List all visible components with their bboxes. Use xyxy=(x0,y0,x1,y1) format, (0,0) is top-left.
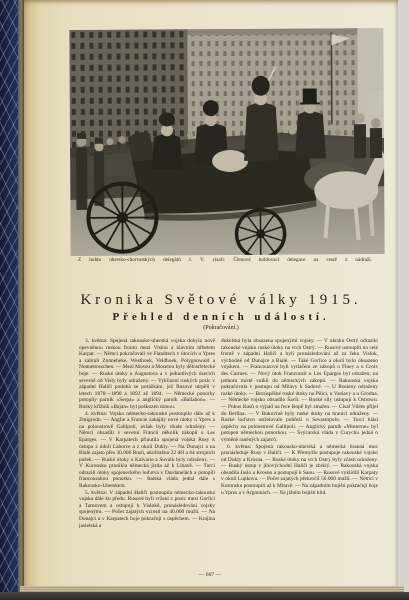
continuation-note: (Pokračování.) xyxy=(203,325,239,331)
entry-date: 5. května: xyxy=(85,489,108,496)
entry-text: V západní Haliči postoupila německo-rakouská vojska dále ku předu. Rusové byli vrženi z posic mezi Gorlicí a Tarnovem a ustupují k Vislokě, pronásledováni vojsky spojenými. — Počet zajatých vzrostl na 40.000 mužů. — Na Dunajci a v Karpatech boje pokračují s úspěchem. — Krajina jasielská a xyxy=(79,489,215,529)
article-title: Kronika Světové války 1915. xyxy=(80,292,362,308)
entry-paragraph xyxy=(79,490,215,530)
page-number: — 607 — xyxy=(198,572,222,578)
photograph xyxy=(69,28,384,256)
text-column-left xyxy=(79,338,215,562)
photo-image xyxy=(69,28,384,256)
entry-text: Spojená rakousko-uherská a německá branná moc pronásleduje Rusy v Haliči. — K Přemyšlu postupuje rakouské vojsko od Dukly a Krosna. — Ruské útoky na vrch Ostrý byly zčásti odraženy. — Ruský ústup v jihovýchodní Haliči je zbrklý. — Rakouská vojska obsadila Jaslo a Krosno a postupují k Sanu. — Rusové vyklidili Karpaty v okolí Lupkova. — Počet zajatých překročil 50.000 mužů. — Němci v Kuronsku postoupili až k Mitavě. — Na západním bojišti pokračují boje u Ypres a v Argonnách. — Na jižním bojišti klid. xyxy=(221,443,378,496)
entry-date: 3. května: xyxy=(85,338,108,344)
entry-text: dukelská byla obsazena spojenými vojsky. — V okrsku Ostrý odrazilo rakouské vojsko ruské útoky na vrch Ostrý. — Rusové ustoupili na celé frontě v západní Haliči a byli pronásledováni až za řeku Vislok, východně od Dunajce a Bialé. — Také Gorlice a okolí bylo obsazeno vojskem. — Francouzové byli vytlačeni ze zákopů u Fluey a u Croix des Carmes. — Nový útok Francouzů u Les Eparges byl odražen; na jednom místě vnikli do německých zákopů. — Rakouská vojska pokračovala v postupu od Milavy k Sadové. — U Rosieny odraženy ruské útoky. — Bezúspěšné ruské útoky na Pilici, u Varšavy a u Grodna. — Německé vojsko obsadilo Šavli. — Ruské síly ustupují k Ostrowu. — Pokus Rusů o výpad na řece Ropě byl zmařen. — Císař Vilém přijel do Berlína. — V Bukovině byly ruské útoky na hranici odraženy. — Ruské loďstvo ostřelovalo pobřeží u Sevastopolu. — Turci hlásí úspěchy na poloostrově Gallipoli. — Anglický parník »Minterne« byl potopen německou ponorkou. — Švýcarská vláda v Curychu jedná o výměně raněných zajatců. xyxy=(221,338,378,443)
entry-date: 4. května: xyxy=(85,410,108,417)
entry-paragraph xyxy=(79,411,215,490)
entry-paragraph-continued xyxy=(221,338,378,444)
entry-text: Spojená rakousko-uherská vojska dobyla nově opevněnou ruskou frontu mezi Vislou a hlavním hřbetem Karpat. — Němci pokračovali ve Flandrech v útocích u Ypres a zabrali Zonnebeke, Westhoek, Veldhoek, Polygonwald a Nonnebosschen. — Mezi Mosou a Moselou byly dělostřelecké boje. — Ruské útoky u Augustova a v jednotlivých úsecích severně od Visly byly odraženy. — Vyklizení ruských posic v západní Haliči podobá se porážkám, jež Rusové utrpěli v letech 1878—1890 a 1892 až 1894. — Německé ponorky potopily parník »Serpa« a anglický parník »Ballabon«. — Ruský křižník »Bajan« byl poškozen minou. xyxy=(79,338,215,410)
photo-sepia-tone xyxy=(69,28,384,256)
entry-paragraph xyxy=(221,444,378,497)
photo-caption: Z holdu uhersko-chorvatských delegátů J. V. císaři: Členové holdovací delegace na cestě z nádraží. xyxy=(78,257,372,263)
entry-date: 6. května: xyxy=(227,443,252,450)
text-column-right xyxy=(221,338,378,570)
entry-text: Vojsko německo-rakouské postoupilo dále až k Zmigrodu. — Anglie a Francie zahájily nové útoky u Ypres a na poloostrově Gallipoli, avšak byly všude odraženy. — Němci obsadili v severní Francii několik zákopů u Les Eparges. — V Karpatech přinutila spojená vojska Rusy k ústupu z údolí Laborce a z okolí Dukly. — Na Dunajci a na Bialé zajato přes 30.000 Rusů, ukořistěno 22 děl a 64 strojních pušek. — Ruské útoky u Kalvarie a Suvalk byly odraženy. — V Kuronsku pronikla německá jízda až k Libavě. — Turci odrazili útoky spojeneckého loďstva v Dardanelách a potopili francouzskou ponorku. — Italská vláda jedná dále s Rakousko-Uherskem. xyxy=(79,410,215,490)
article-subtitle: Přehled denních událostí. xyxy=(112,311,330,323)
article-heading xyxy=(60,292,382,332)
table-surface xyxy=(0,592,409,600)
entry-paragraph xyxy=(79,338,215,411)
